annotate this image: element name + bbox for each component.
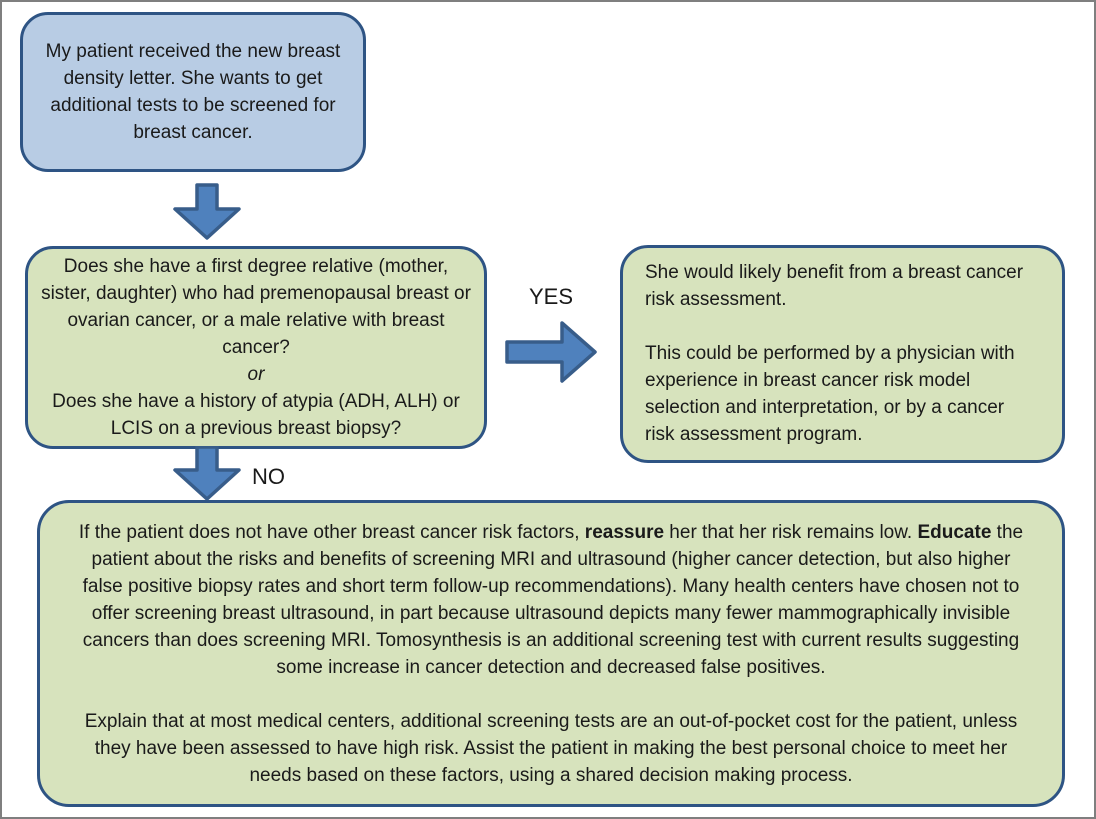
decision-or-connector: or bbox=[247, 364, 265, 385]
yes-outcome-paragraph-1: She would likely benefit from a breast cancer risk assessment. bbox=[645, 262, 1024, 310]
no-arrow-icon bbox=[172, 446, 242, 501]
no-label: NO bbox=[252, 464, 285, 489]
decision-question-2: Does she have a history of atypia (ADH, ALH) or LCIS on a previous breast biopsy? bbox=[52, 391, 460, 439]
decision-box bbox=[25, 246, 487, 449]
yes-arrow-icon bbox=[504, 319, 598, 385]
decision-question-1: Does she have a first degree relative (mother, sister, daughter) who had premenopausal breast or ovarian cancer, or a male relative with breast cancer? bbox=[41, 256, 471, 358]
yes-label: YES bbox=[528, 284, 574, 309]
start-box bbox=[20, 12, 366, 172]
yes-outcome-box bbox=[620, 245, 1065, 463]
paragraph-spacer bbox=[645, 313, 1038, 340]
no-outcome-paragraph-2: Explain that at most medical centers, additional screening tests are an out-of-pocket cost for the patient, unless they have been assessed to have high risk. Assist the patient in making the best personal choice to meet her needs based on these factors, using a shared decision making process. bbox=[84, 710, 1018, 786]
start-box-text: My patient received the new breast density letter. She wants to get additional tests to be screened for breast cancer. bbox=[45, 41, 341, 143]
no-outcome-paragraph-1: If the patient does not have other breast cancer risk factors, reassure her that her risk remains low. Educate the patient about the risks and benefits of screening MRI and ultrasound (higher cancer detection, but also higher false positive biopsy rates and short term follow-up recommendations). Many health centers have chosen not to offer screening breast ultrasound, in part because ultrasound depicts many fewer mammographically invisible cancers than does screening MRI. Tomosynthesis is an additional screening test with current results suggesting some increase in cancer detection and decreased false positives. bbox=[78, 521, 1024, 678]
no-outcome-box bbox=[37, 500, 1065, 807]
down-arrow-icon bbox=[172, 183, 242, 241]
yes-outcome-paragraph-2: This could be performed by a physician with experience in breast cancer risk model selection and interpretation, or by a cancer risk assessment program. bbox=[645, 343, 1015, 445]
